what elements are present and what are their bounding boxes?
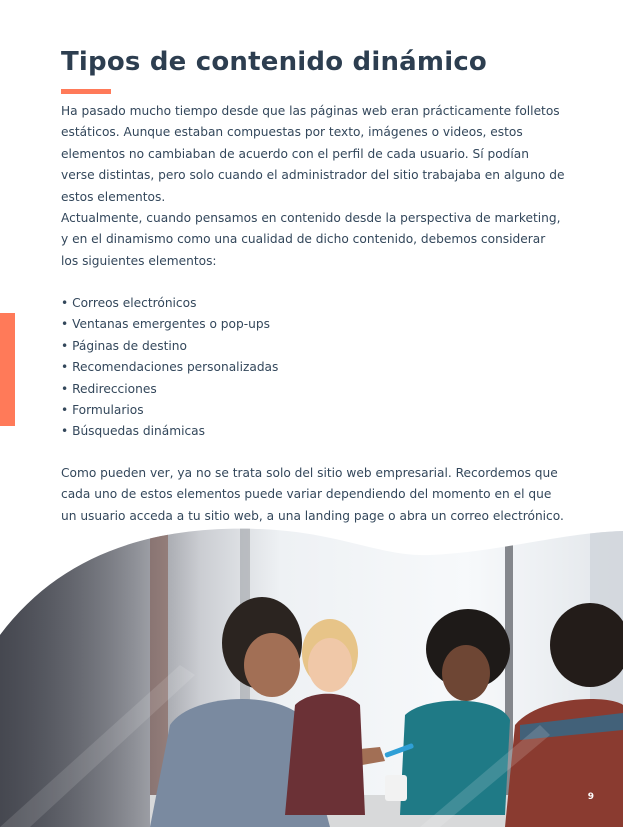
list-item: • Redirecciones	[61, 379, 278, 400]
list-item: • Ventanas emergentes o pop-ups	[61, 314, 278, 335]
page-number: 9	[587, 792, 594, 802]
elements-list	[61, 293, 278, 443]
list-item: • Páginas de destino	[61, 336, 278, 357]
closing-paragraph: Como pueden ver, ya no se trata solo del sitio web empresarial. Recordemos que cada uno de estos elementos puede variar dependiendo del momento en el que un usuario acceda a tu sitio web, a una landing page o abra un correo electrónico.	[61, 466, 564, 523]
list-item: • Formularios	[61, 400, 278, 421]
list-item: • Búsquedas dinámicas	[61, 421, 278, 442]
elements-paragraph: Actualmente, cuando pensamos en contenido desde la perspectiva de marketing, y en el dinamismo como una cualidad de dicho contenido, debemos considerar los siguientes elementos:	[61, 211, 561, 268]
list-item: • Correos electrónicos	[61, 293, 278, 314]
side-accent-bar	[0, 313, 15, 426]
list-item: • Recomendaciones personalizadas	[61, 357, 278, 378]
page-title: Tipos de contenido dinámico	[61, 47, 487, 77]
intro-paragraph: Ha pasado mucho tiempo desde que las páginas web eran prácticamente folletos estáticos. Aunque estaban compuestas por texto, imágenes o videos, estos elementos no cambiaban de acuerdo con el perfil de cada usuario. Sí podían verse distintas, pero solo cuando el administrador del sitio trabajaba en alguno de estos elementos.	[61, 104, 565, 204]
title-underline	[61, 89, 111, 94]
meeting-photo	[0, 525, 623, 827]
